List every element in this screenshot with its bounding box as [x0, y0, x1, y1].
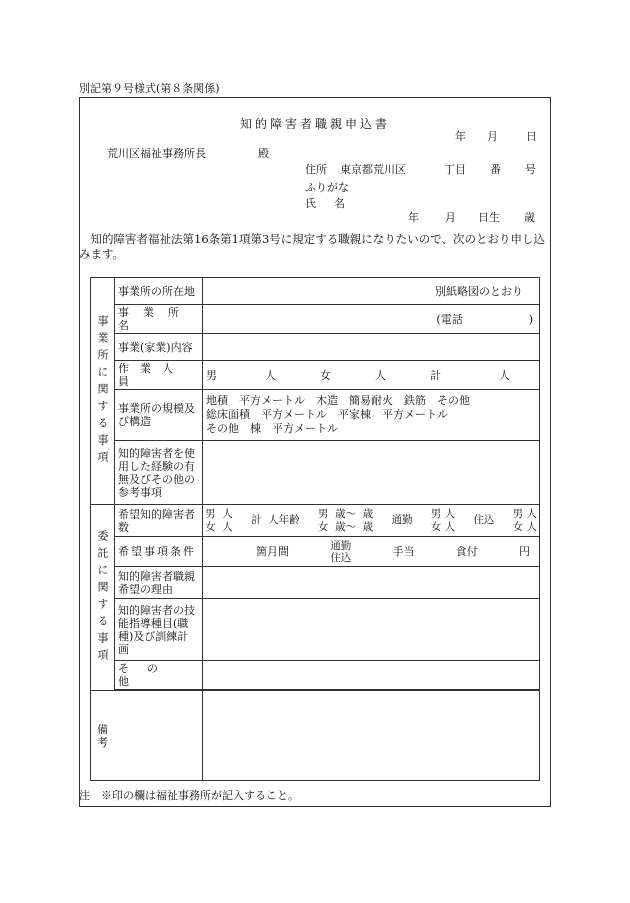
scale-line1: 地積 平方メートル 木造 簡易耐火 鉄筋 その他: [206, 394, 470, 407]
birth-day: 日生: [478, 211, 500, 224]
scale-line3: その他 棟 平方メートル: [206, 422, 338, 435]
date-day: 日: [526, 130, 537, 143]
cond-meals: 食付: [455, 545, 478, 558]
dc-total: 計: [250, 514, 262, 526]
label-experience: 知的障害者を使用した経験の有無及びその他の参考事項: [115, 441, 203, 505]
label-reason: 知的障害者職親希望の理由: [115, 567, 203, 599]
dc-l-person-f: 人: [526, 520, 537, 533]
application-table: [90, 277, 540, 781]
footnote: 注 ※印の欄は福祉事務所が記入すること。: [79, 789, 299, 802]
value-conditions[interactable]: [203, 537, 540, 567]
label-desired-count: 希望知的障害者数: [115, 505, 203, 537]
dc-age-from-f: 歳～: [335, 520, 357, 533]
label-workers: 作業人員: [115, 361, 203, 390]
workers-female-unit: 人: [375, 368, 386, 382]
workers-total-unit: 人: [499, 368, 510, 382]
address-ban: 番: [490, 163, 501, 176]
value-training[interactable]: [203, 599, 540, 661]
dc-age-male: 男: [317, 507, 329, 520]
dc-male: 男: [205, 507, 216, 520]
cond-yen: 円: [519, 545, 530, 558]
dc-age-from: 歳～: [335, 507, 357, 520]
dc-c-female: 女: [430, 520, 442, 533]
label-scale: 事業所の規模及び構造: [115, 390, 203, 441]
cond-allowance: 手当: [392, 545, 415, 558]
intro-paragraph: 知的障害者福祉法第16条第1項第3号に規定する職親になりたいので、次のとおり申し込みます。: [79, 232, 546, 261]
cond-commute: 通勤: [330, 539, 352, 552]
birth-age: 歳: [524, 211, 535, 224]
dc-live-in: 住込: [473, 514, 495, 526]
address-chome: 丁目: [444, 163, 466, 176]
dc-l-person: 人: [526, 507, 537, 520]
dc-l-male: 男: [512, 507, 524, 520]
value-other[interactable]: [203, 661, 540, 690]
workers-male-unit: 人: [265, 368, 276, 382]
addressee: 荒川区福祉事務所長: [107, 147, 206, 160]
group-business: 事業所に関する事項: [91, 278, 115, 505]
date-year: 年: [455, 130, 466, 143]
value-office-phone[interactable]: (電話 ): [203, 305, 540, 334]
value-scale[interactable]: [203, 390, 540, 441]
form-number: 別記第９号様式(第８条関係): [79, 82, 220, 95]
group-entrustment: 委託に関する事項: [91, 505, 115, 691]
address-label: 住所: [305, 163, 327, 176]
address-go: 号: [525, 163, 536, 176]
value-remarks[interactable]: [203, 691, 540, 781]
value-experience[interactable]: [203, 441, 540, 505]
dc-female: 女: [205, 520, 216, 533]
label-office-name: 事業所名: [115, 305, 203, 334]
address-value: 東京都荒川区: [340, 163, 406, 176]
birth-month: 月: [445, 211, 456, 224]
label-business: 事業(家業)内容: [115, 334, 203, 361]
furigana-label: ふりがな: [305, 181, 349, 194]
value-business[interactable]: [203, 334, 540, 361]
dc-age-to: 歳: [362, 507, 374, 520]
label-conditions: 希望事項条件: [115, 537, 203, 567]
date-month: 月: [487, 130, 498, 143]
dc-c-person-f: 人: [444, 520, 456, 533]
dc-male-person: 人: [222, 507, 233, 520]
label-location: 事業所の所在地: [115, 278, 203, 305]
workers-male: 男: [206, 368, 217, 382]
scale-line2: 総床面積 平方メートル 平家棟 平方メートル: [206, 408, 448, 421]
value-location[interactable]: 別紙略図のとおり: [203, 278, 540, 305]
dc-age-to-f: 歳: [362, 520, 374, 533]
cond-months: 箇月間: [256, 545, 289, 558]
birth-year: 年: [408, 211, 419, 224]
addressee-honorific: 殿: [258, 147, 269, 160]
form-title: 知的障害者職親申込書: [239, 117, 390, 131]
workers-total: 計: [430, 368, 441, 382]
label-remarks: 備考: [91, 691, 203, 781]
dc-total-person: 人: [268, 514, 279, 526]
label-other: その他: [115, 661, 203, 690]
cond-live-in: 住込: [330, 551, 352, 564]
dc-commute: 通勤: [391, 514, 413, 526]
value-workers[interactable]: [203, 361, 540, 390]
label-training: 知的障害者の技能指導種目(職種)及び訓練計画: [115, 599, 203, 661]
dc-female-person: 人: [222, 520, 233, 533]
value-desired-count[interactable]: [203, 505, 540, 537]
workers-female: 女: [320, 368, 331, 382]
dc-c-male: 男: [430, 507, 442, 520]
dc-c-person: 人: [444, 507, 456, 520]
dc-age-female: 女: [317, 520, 329, 533]
dc-l-female: 女: [512, 520, 524, 533]
name-label: 氏名: [305, 197, 363, 210]
dc-age: 年齢: [278, 514, 300, 526]
value-reason[interactable]: [203, 567, 540, 599]
